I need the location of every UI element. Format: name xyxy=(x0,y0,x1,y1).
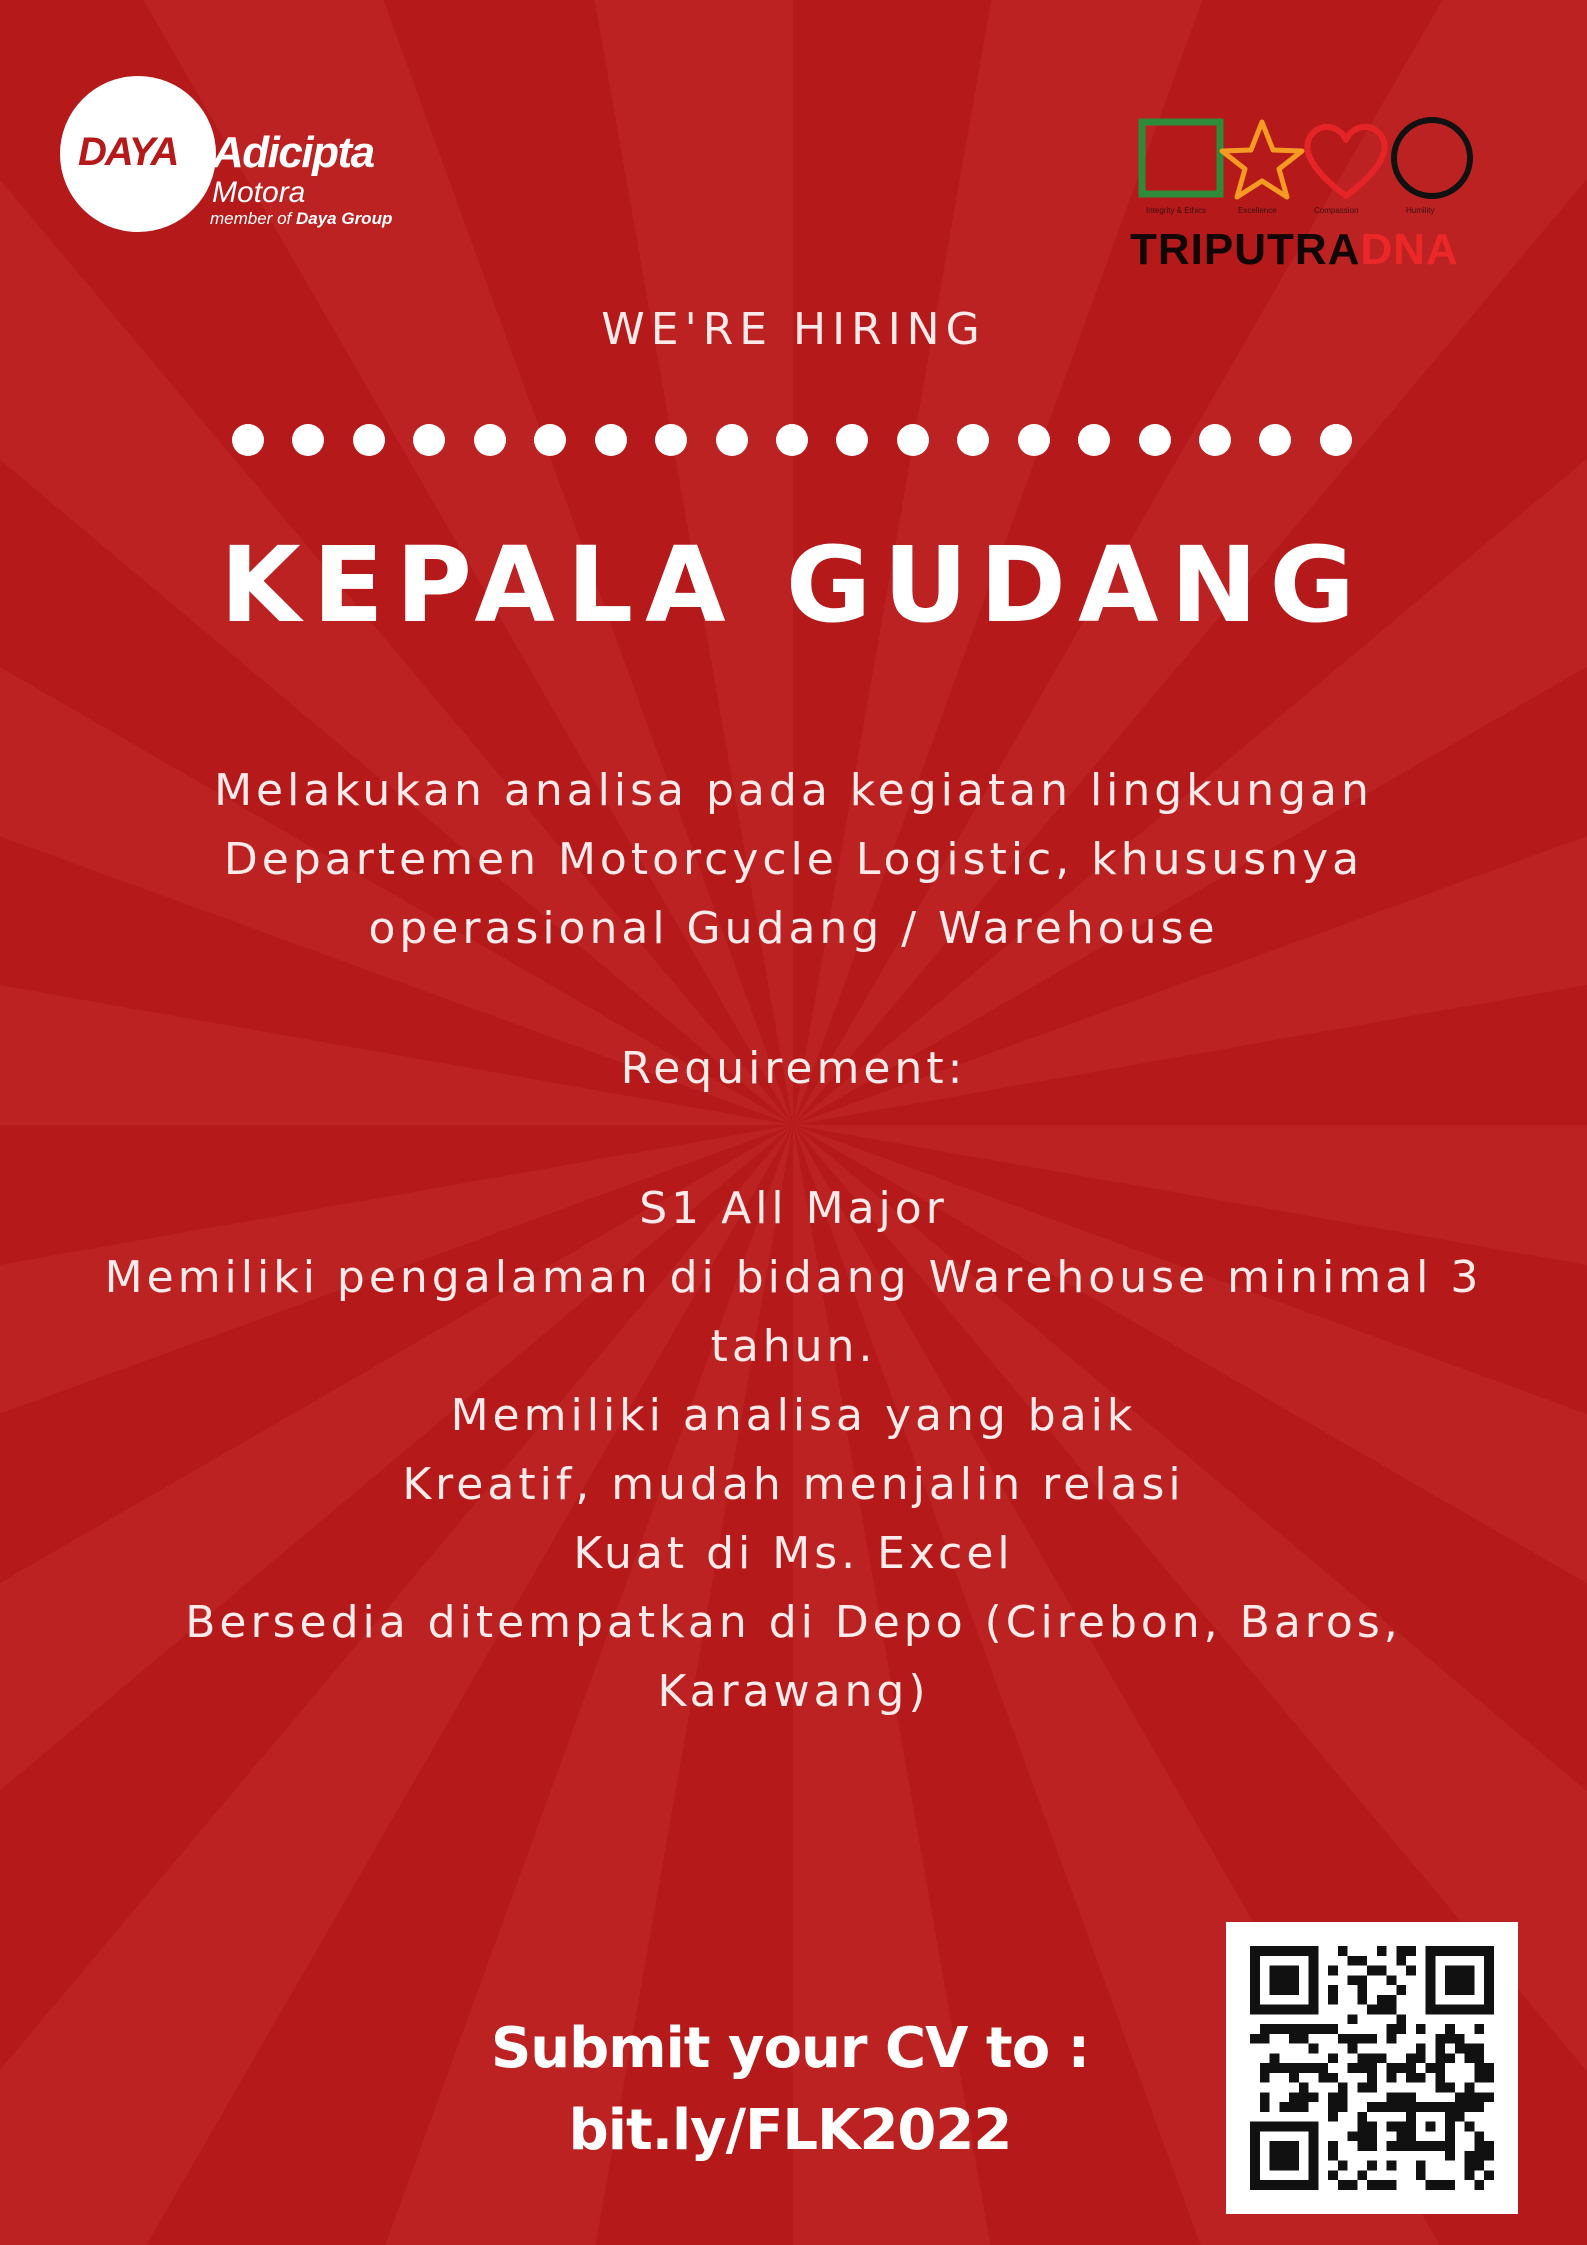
qr-code[interactable] xyxy=(1226,1922,1518,2214)
daya-circle-word: DAYA xyxy=(78,130,178,174)
square-icon xyxy=(1142,122,1220,194)
triputra-value-4: Humility xyxy=(1406,206,1435,215)
divider-dot xyxy=(1018,424,1050,456)
divider-dot xyxy=(534,424,566,456)
requirement-item: Kreatif, mudah menjalin relasi xyxy=(402,1459,1185,1510)
job-description xyxy=(0,756,1587,963)
divider-dot xyxy=(836,424,868,456)
requirement-item: Kuat di Ms. Excel xyxy=(573,1528,1014,1579)
triputra-value-2: Excellence xyxy=(1238,206,1277,215)
divider-dot xyxy=(1199,424,1231,456)
divider-dot xyxy=(474,424,506,456)
submit-cv-callout xyxy=(430,2008,1150,2172)
job-description-line: Departemen Motorcycle Logistic, khususnya xyxy=(223,834,1364,885)
daya-adicipta-logo xyxy=(60,76,420,236)
dot-divider xyxy=(232,424,1352,458)
divider-dot xyxy=(1320,424,1352,456)
requirement-item: Memiliki pengalaman di bidang Warehouse minimal 3 tahun. xyxy=(104,1252,1483,1372)
requirement-item: Bersedia ditempatkan di Depo (Cirebon, Baros, Karawang) xyxy=(185,1597,1402,1717)
hiring-heading: WE'RE HIRING xyxy=(601,304,986,355)
star-icon xyxy=(1222,122,1302,197)
triputra-wordmark xyxy=(1130,224,1459,276)
divider-dot xyxy=(1259,424,1291,456)
divider-dot xyxy=(776,424,808,456)
triputra-dna-logo xyxy=(1130,116,1480,276)
divider-dot xyxy=(232,424,264,456)
divider-dot xyxy=(1139,424,1171,456)
divider-dot xyxy=(413,424,445,456)
triputra-value-3: Compassion xyxy=(1314,206,1359,215)
triputra-values-icons xyxy=(1136,116,1476,212)
heart-icon xyxy=(1307,127,1384,196)
divider-dot xyxy=(595,424,627,456)
requirement-list xyxy=(0,1174,1587,1726)
requirement-item: S1 All Major xyxy=(639,1183,948,1234)
submit-cv-label: Submit your CV to : xyxy=(490,2016,1090,2081)
dna-word: DNA xyxy=(1360,225,1459,274)
divider-dot xyxy=(1078,424,1110,456)
divider-dot xyxy=(292,424,324,456)
triputra-value-1: Integrity & Ethics xyxy=(1146,206,1207,215)
divider-dot xyxy=(716,424,748,456)
divider-dot xyxy=(957,424,989,456)
triputra-word: TRIPUTRA xyxy=(1130,225,1361,274)
job-description-line: Melakukan analisa pada kegiatan lingkungan xyxy=(214,765,1373,816)
daya-brand-sub: Motora xyxy=(212,176,306,209)
job-title: KEPALA GUDANG xyxy=(220,524,1367,646)
qr-code-icon xyxy=(1250,1946,1494,2190)
divider-dot xyxy=(353,424,385,456)
submit-cv-link[interactable]: bit.ly/FLK2022 xyxy=(568,2098,1012,2163)
daya-member-of xyxy=(210,209,392,229)
job-description-line: operasional Gudang / Warehouse xyxy=(368,903,1219,954)
daya-brand-name: Adicipta xyxy=(212,128,374,177)
divider-dot xyxy=(897,424,929,456)
requirement-item: Memiliki analisa yang baik xyxy=(450,1390,1137,1441)
circle-icon xyxy=(1394,120,1470,196)
daya-member-prefix: member of xyxy=(210,209,292,228)
requirement-heading: Requirement: xyxy=(620,1043,967,1094)
daya-member-group: Daya Group xyxy=(295,209,393,228)
divider-dot xyxy=(655,424,687,456)
